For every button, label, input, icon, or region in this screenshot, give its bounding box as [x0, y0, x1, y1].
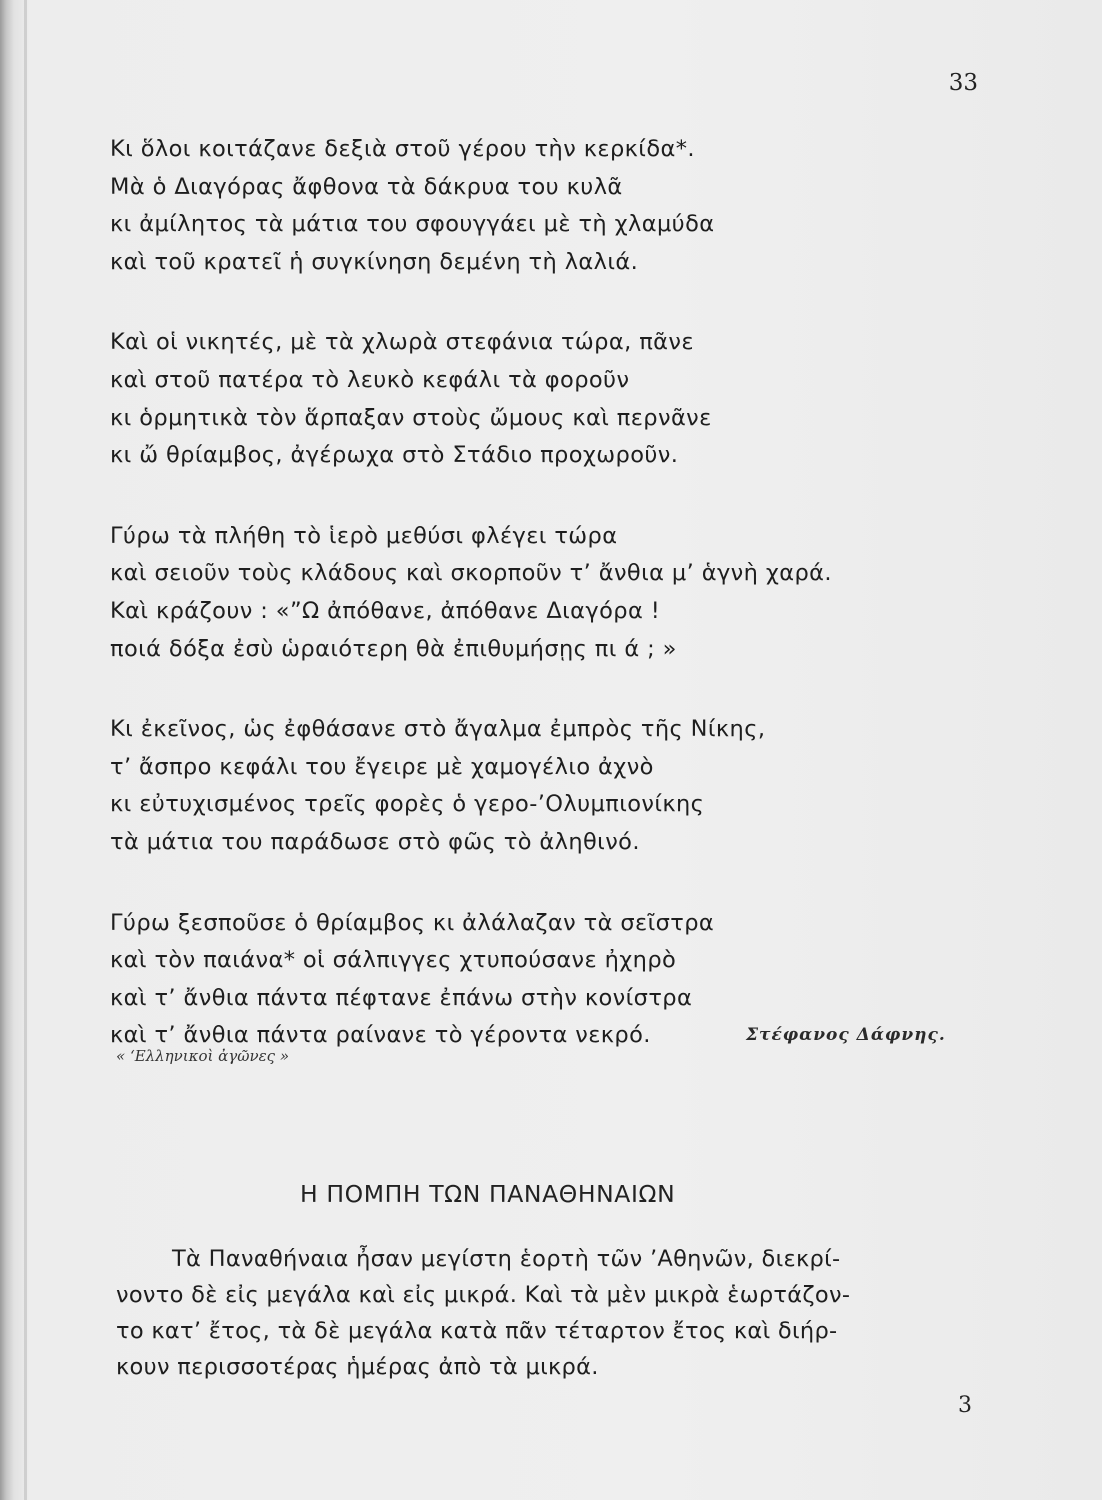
stanza-3	[110, 518, 1010, 668]
poem-line: Μὰ ὁ Διαγόρας ἄφθονα τὰ δάκρυα του κυλᾶ	[110, 173, 623, 200]
paragraph-line: Τὰ Παναθήναια ἦσαν μεγίστη ἑορτὴ τῶν ’Αθηνῶν, διεκρί-	[172, 1246, 841, 1272]
poem-line: κι ὁρμητικὰ τὸν ἅρπαξαν στοὺς ὤμους καὶ περνᾶνε	[110, 404, 712, 431]
poem-line: Γύρω τὰ πλήθη τὸ ἱερὸ μεθύσι φλέγει τώρα	[110, 522, 618, 549]
poem	[110, 131, 1010, 1098]
poem-line: Καὶ οἱ νικητές, μὲ τὰ χλωρὰ στεφάνια τώρα, πᾶνε	[110, 329, 694, 356]
poem-line: Κι ὅλοι κοιτάζανε δεξιὰ στοῦ γέρου τὴν κερκίδα*.	[110, 136, 695, 162]
page-number: 33	[948, 70, 978, 96]
poem-line: Καὶ κράζουν : «”Ω ἀπόθανε, ἀπόθανε Διαγόρα !	[110, 597, 661, 624]
source-citation: « ‘Ελληνικοὶ ἀγῶνες »	[116, 1047, 290, 1065]
poem-line: κι ὤ θρίαμβος, ἀγέρωχα στὸ Στάδιο προχωροῦν.	[110, 442, 679, 469]
page-binding-edge	[24, 0, 27, 1500]
poem-line: Κι ἐκεῖνος, ὡς ἐφθάσανε στὸ ἄγαλμα ἐμπρὸς τῆς Νίκης,	[110, 716, 766, 743]
printer-signature-mark: 3	[958, 1393, 972, 1418]
paragraph-line: το κατ’ ἔτος, τὰ δὲ μεγάλα κατὰ πᾶν τέταρτον ἔτος καὶ διήρ-	[116, 1318, 838, 1344]
section-heading: Η ΠΟΜΠΗ ΤΩΝ ΠΑΝΑΘΗΝΑΙΩΝ	[300, 1180, 676, 1208]
poem-line: κι εὐτυχισμένος τρεῖς φορὲς ὁ γερο-’Ολυμπιονίκης	[110, 791, 705, 818]
paragraph-line: νοντο δὲ εἰς μεγάλα καὶ εἰς μικρά. Καὶ τὰ μὲν μικρὰ ἑωρτάζον-	[116, 1282, 851, 1308]
poem-line: τὰ μάτια του παράδωσε στὸ φῶς τὸ ἀληθινό.	[110, 828, 640, 855]
poem-line: καὶ τ’ ἄνθια πάντα ραίνανε τὸ γέροντα νεκρό.	[110, 1022, 651, 1049]
poem-line: Γύρω ξεσποῦσε ὁ θρίαμβος κι ἀλάλαζαν τὰ σεῖστρα	[110, 909, 715, 936]
paragraph-line: κουν περισσοτέρας ἡμέρας ἀπὸ τὰ μικρά.	[116, 1354, 599, 1380]
poem-line: κι ἀμίλητος τὰ μάτια του σφουγγάει μὲ τὴ χλαμύδα	[110, 211, 715, 238]
stanza-2	[110, 324, 1010, 474]
stanza-1	[110, 131, 1010, 281]
poem-line: καὶ στοῦ πατέρα τὸ λευκὸ κεφάλι τὰ φοροῦν	[110, 366, 630, 393]
poem-line: καὶ τ’ ἄνθια πάντα πέφτανε ἐπάνω στὴν κονίστρα	[110, 984, 693, 1011]
poem-line: καὶ τὸν παιάνα* οἱ σάλπιγγες χτυπούσανε ἠχηρὸ	[110, 947, 677, 974]
stanza-4	[110, 711, 1010, 861]
author-signature: Στέφανος Δάφνης.	[746, 1025, 946, 1045]
poem-line: καὶ τοῦ κρατεῖ ἡ συγκίνηση δεμένη τὴ λαλιά.	[110, 248, 639, 275]
section-paragraph	[116, 1241, 996, 1385]
poem-line: ποιά δόξα ἐσὺ ὡραιότερη θὰ ἐπιθυμήσῃς πι ά ; »	[110, 635, 677, 662]
poem-line: τ’ ἄσπρο κεφάλι του ἔγειρε μὲ χαμογέλιο ἀχνὸ	[110, 753, 654, 780]
poem-line: καὶ σειοῦν τοὺς κλάδους καὶ σκορποῦν τ’ ἄνθια μ’ ἁγνὴ χαρά.	[110, 560, 832, 587]
